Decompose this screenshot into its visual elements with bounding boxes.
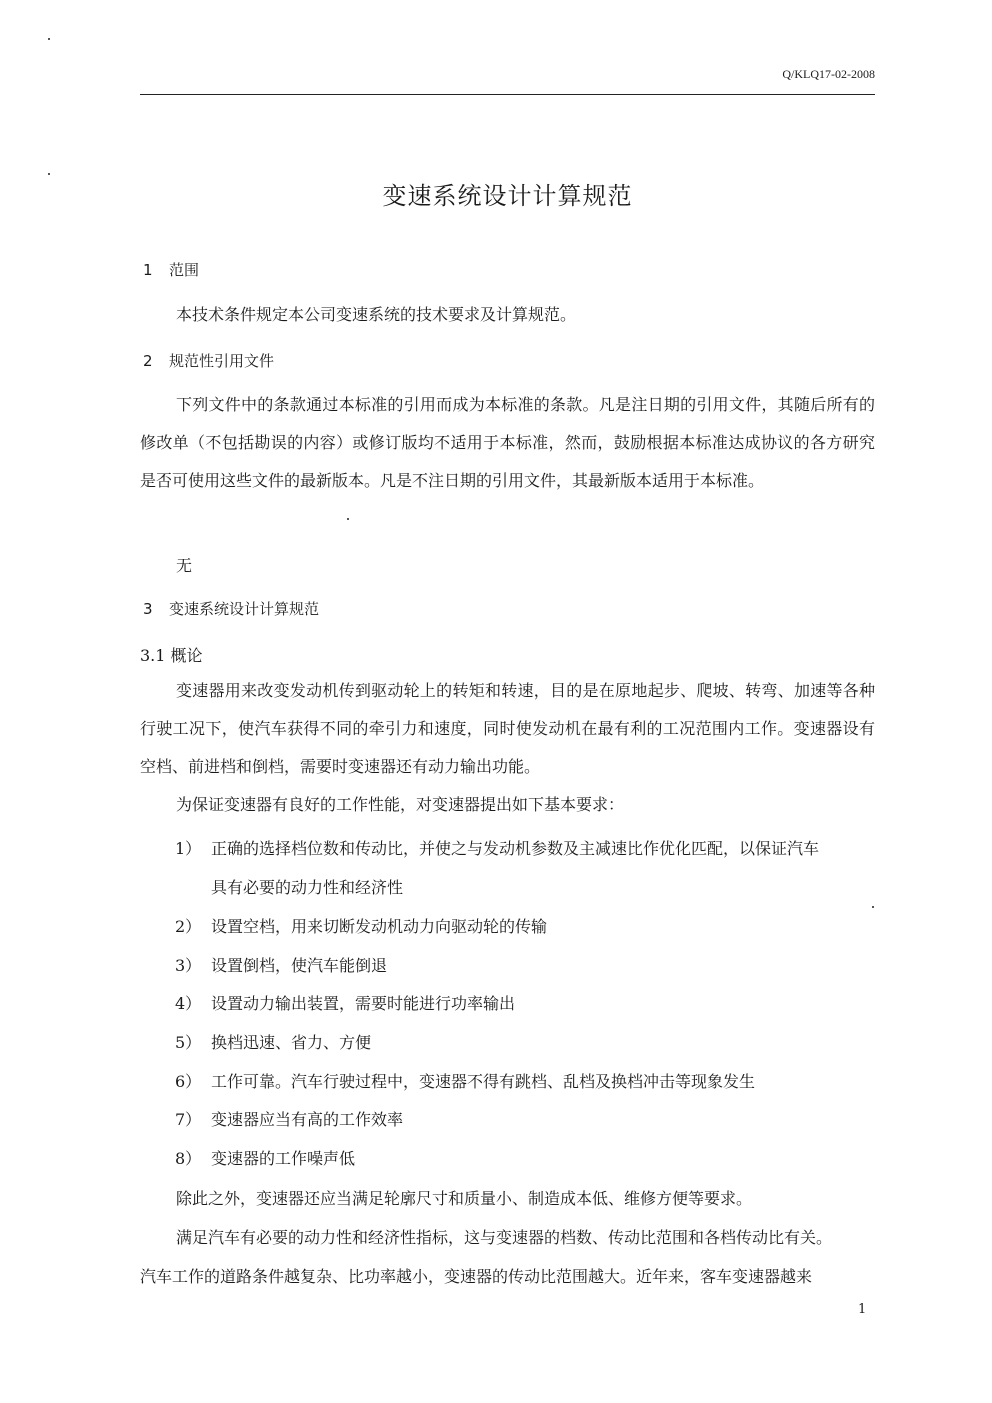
scan-speck [48,38,50,40]
section-title: 变速系统设计计算规范 [169,600,320,618]
section-number: 1 [143,261,153,279]
document-code: Q/KLQ17-02-2008 [782,67,875,81]
section-2-none: 无 [176,556,193,575]
section-number: 2 [143,352,153,370]
requirement-item: 7） 变速器应当有高的工作效率 [175,1110,404,1129]
section-2-paragraph: 下列文件中的条款通过本标准的引用而成为本标准的条款。凡是注日期的引用文件，其随后所有的修改单（不包括勘误的内容）或修订版均不适用于本标准，然而，鼓励根据本标准达成协议的各方研究是否可使用这些文件的最新版本。凡是不注日期的引用文件，其最新版本适用于本标准。 [140,395,875,490]
section-3-heading [143,598,319,619]
section-1-paragraph: 本技术条件规定本公司变速系统的技术要求及计算规范。 [176,305,577,324]
requirement-item: 3） 设置倒档，使汽车能倒退 [175,956,388,975]
section-2-heading [143,350,274,371]
additional-requirements: 除此之外，变速器还应当满足轮廓尺寸和质量小、制造成本低、维修方便等要求。 [176,1189,753,1208]
performance-paragraph-line-2: 汽车工作的道路条件越复杂、比功率越小，变速器的传动比范围越大。近年来，客车变速器越来 [140,1267,813,1286]
section-title: 范围 [169,261,200,279]
requirement-item-continuation: 具有必要的动力性和经济性 [211,878,404,897]
requirement-item: 8） 变速器的工作噪声低 [175,1149,356,1168]
performance-paragraph-line-1: 满足汽车有必要的动力性和经济性指标，这与变速器的档数、传动比范围和各档传动比有关。 [176,1228,833,1247]
subsection-3-1-heading [140,643,880,666]
requirement-item: 5） 换档迅速、省力、方便 [175,1033,372,1052]
section-number: 3 [143,600,153,618]
requirement-item: 4） 设置动力输出装置，需要时能进行功率输出 [175,994,516,1013]
subsection-number: 3.1 [140,646,166,665]
subsection-title: 概论 [170,646,203,665]
scan-speck [872,906,874,908]
requirements-intro: 为保证变速器有良好的工作性能，对变速器提出如下基本要求： [176,795,625,814]
requirement-item: 2） 设置空档，用来切断发动机动力向驱动轮的传输 [175,917,548,936]
section-title: 规范性引用文件 [169,352,275,370]
section-1-heading [143,259,199,280]
scan-speck [347,518,349,520]
requirement-item: 1） 正确的选择档位数和传动比，并使之与发动机参数及主减速比作优化匹配，以保证汽车 [175,839,820,858]
header-rule [140,94,875,95]
scan-speck [48,173,50,175]
document-title: 变速系统设计计算规范 [382,182,633,210]
page-number: 1 [858,1302,867,1317]
requirement-item: 6） 工作可靠。汽车行驶过程中，变速器不得有跳档、乱档及换档冲击等现象发生 [175,1072,756,1091]
overview-paragraph: 变速器用来改变发动机传到驱动轮上的转矩和转速，目的是在原地起步、爬坡、转弯、加速等各种行驶工况下，使汽车获得不同的牵引力和速度，同时使发动机在最有利的工况范围内工作。变速器设有空档、前进档和倒档，需要时变速器还有动力输出功能。 [140,681,875,776]
